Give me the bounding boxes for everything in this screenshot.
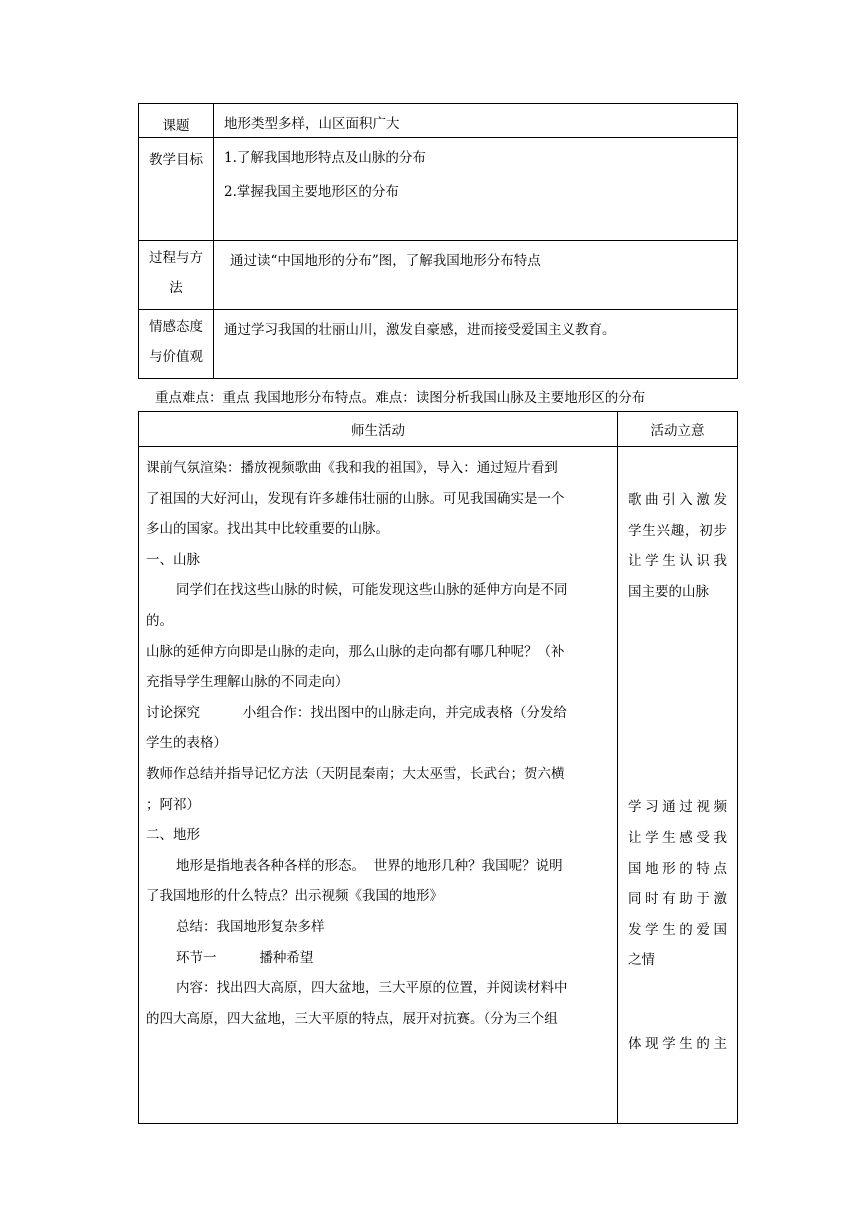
activity-line: 课前气氛渲染：播放视频歌曲《我和我的祖国》，导入：通过短片看到 [146,460,558,476]
process-label-line: 过程与方 [149,250,203,266]
activity-line: 讨论探究 小组合作：找出图中的山脉走向，并完成表格（分发给 [146,704,567,721]
activity-line: 地形是指地表各种各样的形态。 世界的地形几种？我国呢？说明 [176,857,563,874]
activity-line: 环节一 播种希望 [176,949,314,966]
intent-line: 之情 [628,952,655,969]
intent-line: 同时有助于激 [628,891,727,908]
emotion-label [139,310,214,379]
intent-line: 学生兴趣，初步 [628,522,727,539]
objectives-label: 教学目标 [139,138,214,241]
intent-line: 国地形的特点 [628,860,727,877]
activity-line: 了祖国的大好河山，发现有许多雄伟壮丽的山脉。可见我国确实是一个 [146,490,565,507]
emotion-label-line: 与价值观 [149,349,203,365]
intent-line: 国主要的山脉 [628,583,709,600]
activity-line: 了我国地形的什么特点？出示视频《我国的地形》 [146,888,443,905]
intent-line: 学习通过视频 [628,799,727,816]
activity-line: 学生的表格） [146,735,227,752]
section-heading: 二、地形 [146,827,200,844]
activity-table [138,411,738,1124]
emotion-label-line: 情感态度 [149,319,203,335]
activity-content [139,447,618,1124]
lesson-info-table [138,103,738,379]
activity-line: 充指导学生理解山脉的不同走向） [146,674,349,691]
activity-line: ；阿祁） [146,796,200,813]
emotion-value: 通过学习我国的壮丽山川，激发自豪感，进而接受爱国主义教育。 [214,310,738,379]
activity-line: 同学们在找这些山脉的时候，可能发现这些山脉的延伸方向是不同 [176,582,568,599]
activity-line: 总结：我国地形复杂多样 [176,918,325,935]
activity-line: 多山的国家。找出其中比较重要的山脉。 [146,521,389,538]
activity-line: 的。 [146,612,173,629]
key-points-line: 重点难点：重点 我国地形分布特点。难点：读图分析我国山脉及主要地形区的分布 [155,390,646,406]
process-value: 通过读“中国地形的分布”图，了解我国地形分布特点 [214,241,738,310]
process-label-line: 法 [169,280,183,296]
intent-line: 歌曲引入激发 [628,492,727,508]
intent-line: 发学生的爱国 [628,921,727,938]
activity-line: 教师作总结并指导记忆方法（天阴昆秦南；大太巫雪，长武台；贺六横 [146,765,565,782]
header-teacher-student-activity: 师生活动 [139,412,618,447]
activity-line: 山脉的延伸方向即是山脉的走向，那么山脉的走向都有哪几种呢？（补 [146,643,565,660]
objectives-value [214,138,738,241]
process-label [139,241,214,310]
topic-label: 课题 [139,104,214,138]
activity-line: 内容：找出四大高原，四大盆地，三大平原的位置，并阅读材料中 [176,980,568,997]
intent-line: 让学生感受我 [628,829,727,846]
header-activity-intent: 活动立意 [618,412,738,447]
section-heading: 一、山脉 [146,551,200,568]
activity-intent-content [618,447,738,1124]
objective-item: 1.了解我国地形特点及山脉的分布 [224,150,426,166]
topic-value: 地形类型多样，山区面积广大 [214,104,738,138]
activity-line: 的四大高原，四大盆地，三大平原的特点，展开对抗赛。（分为三个组 [146,1010,558,1027]
intent-line: 体现学生的主 [628,1035,727,1052]
intent-line: 让学生认识我 [628,553,727,570]
objective-item: 2.掌握我国主要地形区的分布 [224,184,399,200]
